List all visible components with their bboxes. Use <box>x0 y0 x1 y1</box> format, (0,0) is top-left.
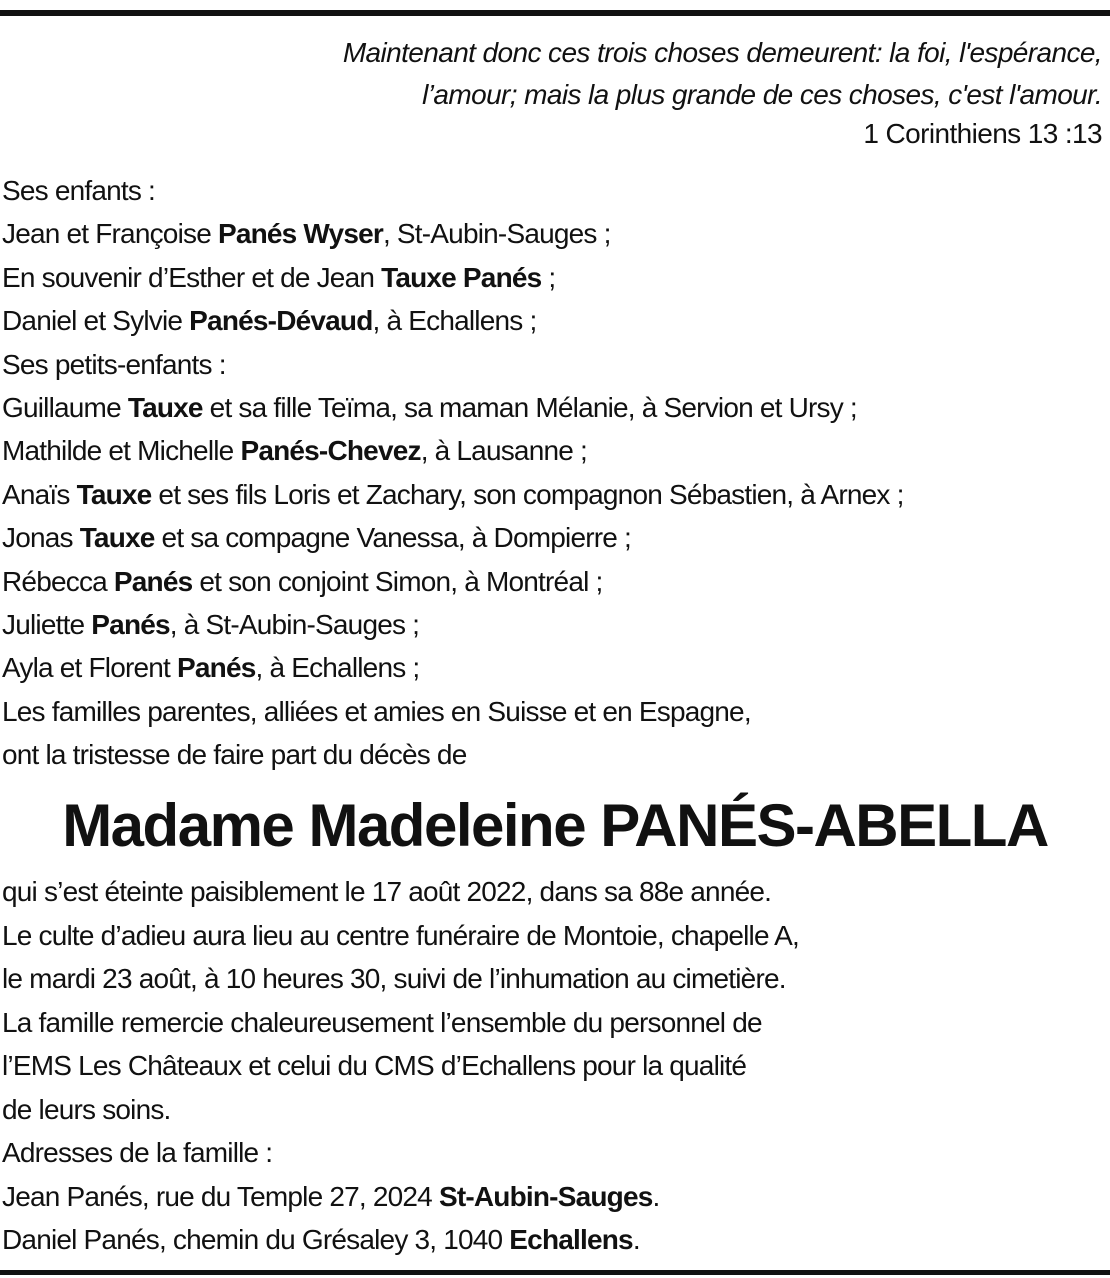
detail-line <box>2 1131 1108 1175</box>
top-border-rule <box>0 10 1110 16</box>
family-line <box>2 169 1108 212</box>
text-segment: Guillaume <box>2 392 128 424</box>
text-segment: Mathilde et Michelle <box>2 435 241 467</box>
text-segment: En souvenir d’Esther et de Jean <box>2 261 382 293</box>
text-segment: , St-Aubin-Sauges ; <box>382 218 611 250</box>
family-name-bold: Panés-Dévaud <box>189 305 373 337</box>
family-name-bold: Panés <box>113 565 193 597</box>
family-name-bold: Tauxe Panés <box>381 261 542 293</box>
family-line <box>2 603 1108 646</box>
text-segment: le mardi 23 août, à 10 heures 30, suivi de l’inhumation au cimetière. <box>2 963 786 994</box>
family-line <box>2 429 1108 472</box>
text-segment: de leurs soins. <box>2 1093 171 1125</box>
detail-line <box>2 1218 1108 1262</box>
text-segment: . <box>632 1224 640 1255</box>
bible-quote <box>102 32 1102 152</box>
text-segment: Jean Panés, rue du Temple 27, 2024 <box>2 1180 439 1212</box>
text-segment: et sa compagne Vanessa, à Dompierre ; <box>154 522 632 554</box>
family-line <box>2 516 1108 559</box>
text-segment: Juliette <box>2 609 92 641</box>
detail-line <box>2 1001 1108 1045</box>
family-line <box>2 343 1108 386</box>
text-segment: Rébecca <box>2 565 114 597</box>
family-name-bold: Panés <box>91 609 170 641</box>
text-segment: Daniel et Sylvie <box>2 305 190 337</box>
family-line <box>2 473 1108 516</box>
family-line <box>2 733 1108 776</box>
detail-line <box>2 957 1108 1001</box>
text-segment: ; <box>541 261 556 293</box>
family-line <box>2 256 1108 299</box>
family-name-bold: Tauxe <box>79 522 155 554</box>
text-segment: et son conjoint Simon, à Montréal ; <box>192 565 603 597</box>
text-segment: Anaïs <box>2 478 77 510</box>
funeral-details <box>2 870 1108 1262</box>
detail-line <box>2 1044 1108 1088</box>
family-name-bold: Tauxe <box>127 392 203 424</box>
text-segment: et sa fille Teïma, sa maman Mélanie, à Servion et Ursy ; <box>202 392 857 424</box>
text-segment: Adresses de la famille : <box>2 1137 273 1168</box>
detail-line <box>2 1175 1108 1219</box>
family-line <box>2 646 1108 689</box>
family-name-bold: Panés <box>177 652 256 684</box>
text-segment: , à St-Aubin-Sauges ; <box>169 609 420 641</box>
family-line <box>2 560 1108 603</box>
text-segment: Le culte d’adieu aura lieu au centre funéraire de Montoie, chapelle A, <box>2 919 800 951</box>
quote-line-2: l’amour; mais la plus grande de ces choses, c'est l'amour. <box>422 79 1102 110</box>
text-segment: qui s’est éteinte paisiblement le 17 août 2022, dans sa 88e année. <box>2 876 772 907</box>
detail-line <box>2 870 1108 914</box>
text-segment: Les familles parentes, alliées et amies en Suisse et en Espagne, <box>2 695 751 727</box>
text-segment: , à Echallens ; <box>372 305 537 337</box>
family-name-bold: Panés Wyser <box>217 218 383 250</box>
quote-line-1: Maintenant donc ces trois choses demeurent: la foi, l'espérance, <box>342 37 1102 68</box>
family-line <box>2 690 1108 733</box>
text-segment: La famille remercie chaleureusement l’ensemble du personnel de <box>2 1006 762 1038</box>
family-line <box>2 299 1108 342</box>
text-segment: Ayla et Florent <box>2 652 177 684</box>
deceased-name: Madame Madeleine PANÉS-ABELLA <box>62 792 1048 859</box>
text-segment: ont la tristesse de faire part du décès de <box>2 739 467 771</box>
family-name-bold: Echallens <box>509 1224 633 1255</box>
text-segment: et ses fils Loris et Zachary, son compagnon Sébastien, à Arnex ; <box>151 478 904 510</box>
text-segment: , à Lausanne ; <box>420 435 587 467</box>
text-segment: Ses enfants : <box>2 175 156 206</box>
text-segment: l’EMS Les Châteaux et celui du CMS d’Echallens pour la qualité <box>2 1050 747 1081</box>
quote-reference: 1 Corinthiens 13 :13 <box>863 118 1102 149</box>
text-segment: Ses petits-enfants : <box>2 348 226 380</box>
family-line <box>2 212 1108 255</box>
family-name-bold: St-Aubin-Sauges <box>438 1180 653 1212</box>
text-segment: Jonas <box>2 522 80 554</box>
detail-line <box>2 914 1108 958</box>
bottom-border-rule <box>0 1270 1110 1275</box>
text-segment: , à Echallens ; <box>255 652 420 684</box>
family-list <box>2 169 1108 777</box>
family-line <box>2 386 1108 429</box>
text-segment: Jean et Françoise <box>2 218 218 250</box>
family-name-bold: Tauxe <box>76 478 152 510</box>
family-name-bold: Panés-Chevez <box>240 435 421 467</box>
detail-line <box>2 1088 1108 1132</box>
text-segment: . <box>652 1180 660 1212</box>
text-segment: Daniel Panés, chemin du Grésaley 3, 1040 <box>2 1224 510 1255</box>
